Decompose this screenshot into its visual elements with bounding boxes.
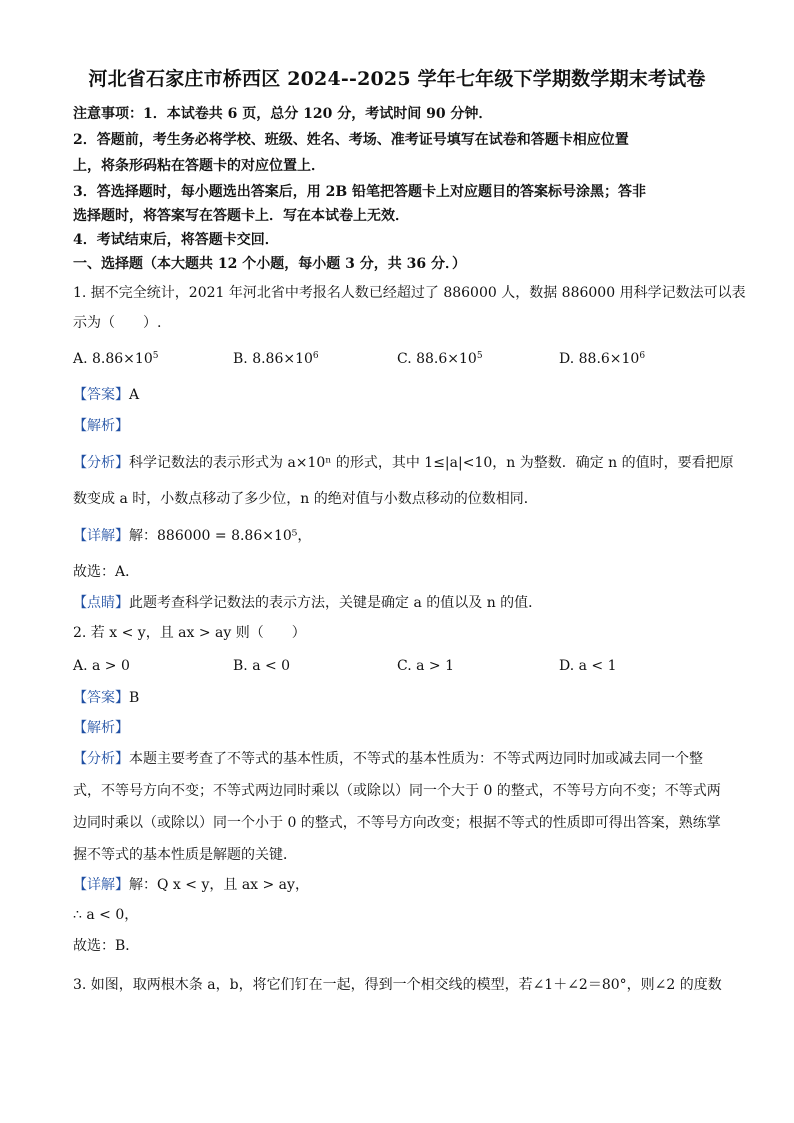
page-title: 河北省石家庄市桥西区 2024--2025 学年七年级下学期数学期末考试卷 bbox=[88, 68, 706, 90]
q1-detail-label: 【详解】 bbox=[73, 528, 129, 544]
q1-detail bbox=[73, 526, 734, 546]
q2-fenxi-line-1 bbox=[73, 749, 734, 769]
notes-line-5: 选择题时，将答案写在答题卡上．写在本试卷上无效． bbox=[73, 208, 409, 224]
q2-fenxi-line-3: 边同时乘以（或除以）同一个小于 0 的整式，不等号方向改变；根据不等式的性质即可得出答案，熟练掌 bbox=[73, 815, 721, 831]
q1-option-d-text: D. 88.6×10 bbox=[559, 351, 640, 367]
q2-detail bbox=[73, 875, 734, 895]
q1-option-a bbox=[73, 349, 158, 369]
q1-option-b-exp: 6 bbox=[312, 351, 319, 361]
q1-option-b bbox=[233, 349, 319, 369]
q1-dianjing-text: 此题考查科学记数法的表示方法，关键是确定 a 的值以及 n 的值． bbox=[129, 595, 543, 611]
q1-answer-value: A bbox=[129, 387, 140, 403]
q2-therefore: ∴ a < 0， bbox=[73, 907, 139, 923]
q1-option-a-text: A. 8.86×10 bbox=[73, 351, 153, 367]
q3-stem-line-1: 3. 如图，取两根木条 a，b，将它们钉在一起，得到一个相交线的模型，若∠1＋∠2＝80°，则∠2 的度数 bbox=[73, 977, 722, 993]
section-heading: 一、选择题（本大题共 12 个小题，每小题 3 分，共 36 分．） bbox=[73, 256, 466, 272]
q2-analysis-label: 【解析】 bbox=[73, 720, 129, 736]
notes-line-6: 4．考试结束后，将答题卡交回． bbox=[73, 232, 279, 248]
q2-fenxi-text-1: 本题主要考查了不等式的基本性质，不等式的基本性质为：不等式两边同时加或减去同一个整 bbox=[129, 751, 703, 767]
q1-analysis-label: 【解析】 bbox=[73, 418, 129, 434]
q1-answer bbox=[73, 385, 734, 405]
q1-fenxi-label: 【分析】 bbox=[73, 455, 129, 471]
q2-stem: 2. 若 x < y，且 ax > ay 则（ ） bbox=[73, 625, 306, 641]
q2-fenxi-line-4: 握不等式的基本性质是解题的关键． bbox=[73, 847, 297, 863]
q1-fenxi-line-2: 数变成 a 时，小数点移动了多少位，n 的绝对值与小数点移动的位数相同． bbox=[73, 491, 538, 507]
q2-fenxi-label: 【分析】 bbox=[73, 751, 129, 767]
q1-fenxi-line-1 bbox=[73, 453, 734, 473]
q1-option-d-exp: 6 bbox=[639, 351, 646, 361]
q1-stem-line-2: 示为（ ）. bbox=[73, 315, 162, 331]
q2-option-b: B. a < 0 bbox=[233, 658, 291, 674]
q1-option-a-exp: 5 bbox=[152, 351, 159, 361]
notes-line-4: 3．答选择题时，每小题选出答案后，用 2B 铅笔把答题卡上对应题目的答案标号涂黑；答非 bbox=[73, 184, 647, 200]
q1-stem-line-1: 1. 据不完全统计，2021 年河北省中考报名人数已经超过了 886000 人，数据 886000 用科学记数法可以表 bbox=[73, 285, 746, 301]
q1-answer-label: 【答案】 bbox=[73, 387, 129, 403]
q2-answer-label: 【答案】 bbox=[73, 690, 129, 706]
q2-option-c: C. a > 1 bbox=[397, 658, 454, 674]
q2-fenxi-line-2: 式，不等号方向不变；不等式两边同时乘以（或除以）同一个大于 0 的整式，不等号方向不变；不等式两 bbox=[73, 783, 721, 799]
q1-option-d bbox=[559, 349, 645, 369]
q1-fenxi-text-1: 科学记数法的表示形式为 a×10ⁿ 的形式，其中 1≤|a|<10，n 为整数．确定 n 的值时，要看把原 bbox=[129, 455, 734, 471]
q2-detail-label: 【详解】 bbox=[73, 877, 129, 893]
q2-answer-value: B bbox=[129, 690, 140, 706]
q1-option-b-text: B. 8.86×10 bbox=[233, 351, 313, 367]
q1-dianjing-label: 【点睛】 bbox=[73, 595, 129, 611]
q1-dianjing bbox=[73, 593, 734, 613]
q2-option-d: D. a < 1 bbox=[559, 658, 617, 674]
q1-option-c bbox=[397, 349, 483, 369]
q1-option-c-exp: 5 bbox=[476, 351, 483, 361]
q2-detail-text: 解：Q x < y，且 ax > ay， bbox=[129, 877, 309, 893]
q2-option-a: A. a > 0 bbox=[73, 658, 130, 674]
q2-answer bbox=[73, 688, 734, 708]
notes-line-2: 2．答题前，考生务必将学校、班级、姓名、考场、准考证号填写在试卷和答题卡相应位置 bbox=[73, 132, 629, 148]
notes-line-1: 注意事项：1．本试卷共 6 页，总分 120 分，考试时间 90 分钟． bbox=[73, 106, 493, 122]
notes-line-3: 上，将条形码粘在答题卡的对应位置上． bbox=[73, 158, 325, 174]
q1-detail-text: 解：886000 = 8.86×10⁵， bbox=[129, 528, 312, 544]
q1-choose: 故选：A． bbox=[73, 564, 140, 580]
q2-choose: 故选：B． bbox=[73, 938, 140, 954]
q1-option-c-text: C. 88.6×10 bbox=[397, 351, 477, 367]
